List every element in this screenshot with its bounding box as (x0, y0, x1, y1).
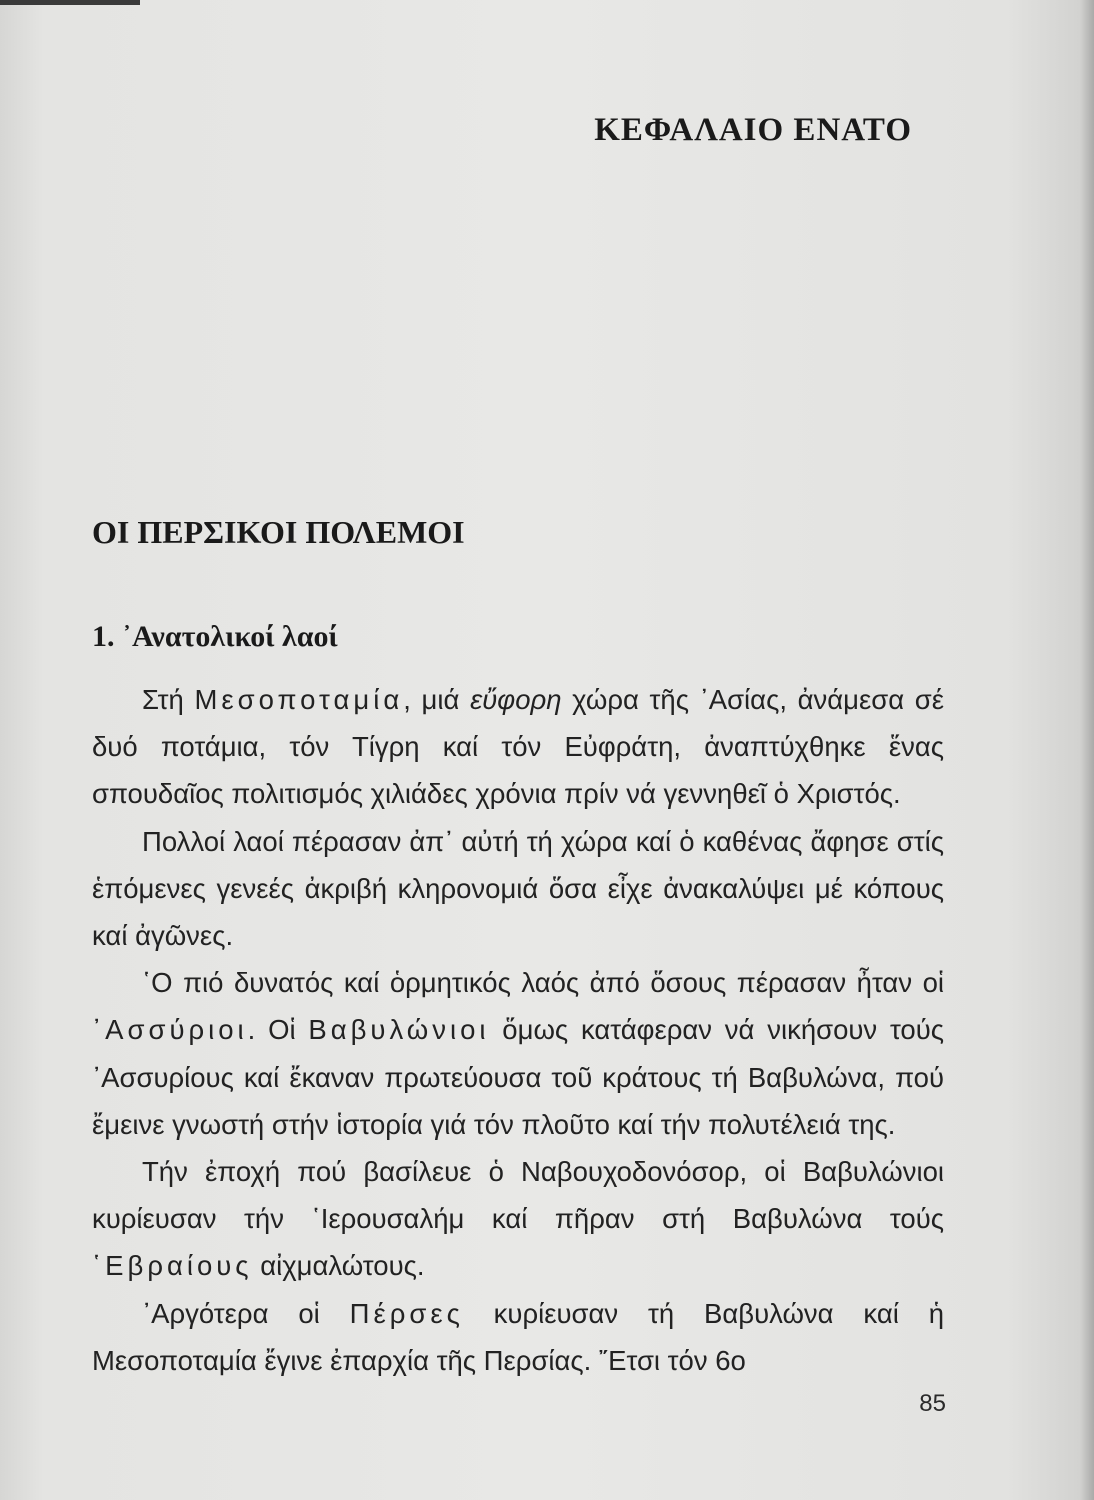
term-babylonians: Βαβυλώνιοι (308, 1014, 490, 1046)
paragraph-5-text-b: κυρίευσαν τή Βαβυλώνα καί ἡ Μεσοποταμία ἔγινε ἐπαρχία τῆς Περσίας. ῎Ετσι τόν 6ο (92, 1297, 944, 1376)
page-number: 85 (919, 1390, 946, 1417)
paragraph-1-text-c: χώρα τῆς ᾿Ασίας, ἀνάμεσα σέ δυό ποτάμια, τόν Τίγρη καί τόν Εὐφράτη, ἀναπτύχθηκε ἕνας σπουδαῖος πολιτισμός χιλιάδες χρόνια πρίν νά γεννηθεῖ ὁ Χριστός. (92, 684, 945, 810)
paragraph-3 (92, 959, 944, 1148)
term-persians: Πέρσες (349, 1297, 464, 1329)
paragraph-5-text-a: ᾿Αργότερα οἱ (142, 1297, 350, 1329)
term-mesopotamia: Μεσοποταμία (194, 684, 404, 715)
top-edge-rule (0, 0, 140, 5)
chapter-title: ΚΕΦΑΛΑΙΟ ΕΝΑΤΟ (594, 112, 912, 148)
paragraph-1-text-b: , μιά (403, 684, 471, 715)
paragraph-5 (92, 1290, 944, 1384)
subsection-title: 1. ᾿Ανατολικοί λαοί (92, 620, 338, 653)
paragraph-3-text-c: ὅμως κατάφεραν νά νικήσουν τούς ᾿Ασσυρίους καί ἔκαναν πρωτεύουσα τοῦ κράτους τή Βαβυλώνα, πού ἔμεινε γνωστή στήν ἱστορία γιά τόν πλοῦτο καί τήν πολυτέλειά της. (92, 1014, 945, 1140)
paragraph-4-text-a: Τήν ἐποχή πού βασίλευε ὁ Ναβουχοδονόσορ, οἱ Βαβυλώνιοι κυρίευσαν τήν ῾Ιερουσαλήμ καί πῆραν στή Βαβυλώνα τούς (92, 1156, 944, 1235)
paragraph-2: Πολλοί λαοί πέρασαν ἀπ᾿ αὐτή τή χώρα καί ὁ καθένας ἄφησε στίς ἑπόμενες γενεές ἀκριβή κληρονομιά ὅσα εἶχε ἀνακαλύψει μέ κόπους καί ἀγῶνες. (92, 825, 944, 952)
term-hebrews: ῾Εβραίους (92, 1250, 253, 1282)
paragraph-3-text-b: . Οἱ (247, 1014, 309, 1046)
body-text (92, 676, 944, 1384)
paragraph-1 (92, 676, 944, 818)
paragraph-1-text-a: Στή (142, 684, 195, 715)
paragraph-3-text-a: ῾Ο πιό δυνατός καί ὁρμητικός λαός ἀπό ὅσους πέρασαν ἦταν οἱ (142, 967, 944, 999)
term-fertile: εὔφορη (470, 684, 562, 715)
paragraph-4 (92, 1148, 944, 1290)
page-binding-shadow (1080, 0, 1094, 1500)
section-title: ΟΙ ΠΕΡΣΙΚΟΙ ΠΟΛΕΜΟΙ (92, 514, 465, 550)
paragraph-4-text-b: αἰχμαλώτους. (252, 1250, 425, 1282)
term-assyrians: ᾿Ασσύριοι (92, 1014, 248, 1046)
